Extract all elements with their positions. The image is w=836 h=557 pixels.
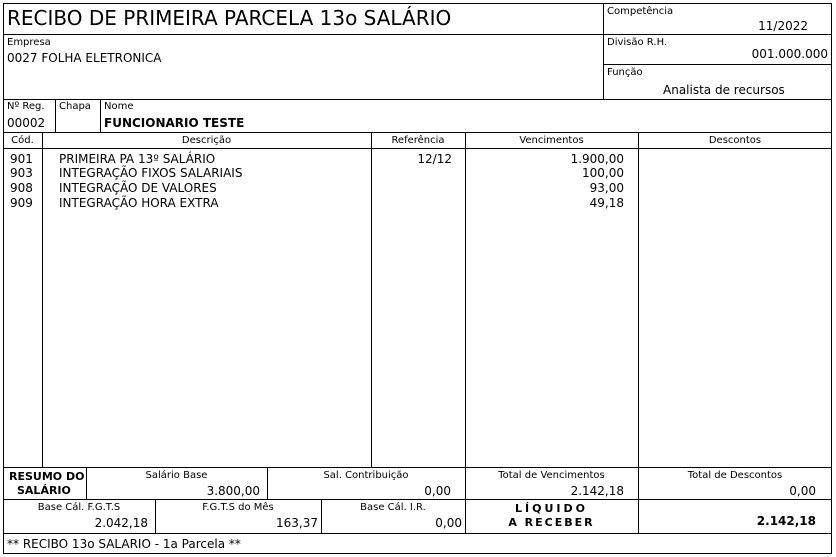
row-descricao: INTEGRAÇÃO FIXOS SALARIAIS — [59, 166, 243, 180]
empresa-label: Empresa — [7, 37, 51, 48]
liquido-label-line2: A RECEBER — [508, 516, 595, 529]
salario-base-label: Salário Base — [145, 470, 208, 481]
funcao-value: Analista de recursos — [663, 83, 785, 97]
liquido-value: 2.142,18 — [756, 514, 816, 528]
divisao-bottom-line — [603, 64, 832, 65]
chapa-divider — [100, 99, 101, 132]
liquido-label-line1: LÍQUIDO — [515, 502, 588, 515]
row-descricao: PRIMEIRA PA 13º SALÁRIO — [59, 152, 216, 166]
header-vencimentos: Vencimentos — [519, 135, 584, 146]
row-cod: 901 — [10, 152, 33, 166]
fgts-mes-value: 163,37 — [276, 516, 318, 530]
header-bottom-line — [3, 99, 832, 100]
funcao-label: Função — [607, 67, 643, 78]
page-title: RECIBO DE PRIMEIRA PARCELA 13o SALÁRIO — [7, 6, 452, 30]
salario-base-value: 3.800,00 — [206, 484, 260, 498]
nome-label: Nome — [104, 101, 134, 112]
header-cod: Cód. — [11, 135, 34, 146]
empresa-value: 0027 FOLHA ELETRONICA — [7, 51, 162, 65]
base-fgts-label: Base Cál. F.G.T.S — [37, 502, 121, 513]
row-descricao: INTEGRAÇÃO DE VALORES — [59, 181, 217, 195]
header-referencia: Referência — [391, 135, 445, 146]
fgts-mes-label: F.G.T.S do Mês — [202, 502, 274, 513]
row-cod: 909 — [10, 196, 33, 210]
summary-bottom-line — [3, 533, 832, 534]
divisao-value: 001.000.000 — [751, 47, 828, 61]
sal-contribuicao-value: 0,00 — [424, 484, 451, 498]
base-fgts-value: 2.042,18 — [94, 516, 148, 530]
competencia-label: Competência — [607, 6, 674, 17]
header-descricao: Descrição — [181, 135, 232, 146]
resumo-label-line1: RESUMO DO — [9, 470, 85, 483]
footer-note: ** RECIBO 13o SALARIO - 1a Parcela ** — [7, 537, 241, 551]
employee-bottom-line — [3, 132, 832, 133]
summary-mid-line — [3, 499, 832, 500]
header-divider — [603, 3, 604, 99]
total-descontos-value: 0,00 — [789, 484, 816, 498]
row-vencimentos: 49,18 — [589, 196, 624, 210]
row-vencimentos: 93,00 — [589, 181, 624, 195]
competencia-value: 11/2022 — [758, 19, 808, 33]
total-descontos-label: Total de Descontos — [687, 470, 783, 481]
nome-value: FUNCIONARIO TESTE — [104, 116, 245, 130]
title-bottom-line — [3, 34, 603, 35]
divisao-label: Divisão R.H. — [607, 37, 668, 48]
nreg-value: 00002 — [7, 116, 46, 130]
resumo-label-line2: SALÁRIO — [17, 484, 71, 497]
base-ir-label: Base Cál. I.R. — [360, 502, 426, 513]
total-vencimentos-label: Total de Vencimentos — [498, 470, 605, 481]
nreg-divider — [55, 99, 56, 132]
row-cod: 908 — [10, 181, 33, 195]
col-cod-divider — [42, 132, 43, 467]
base-ir-value: 0,00 — [435, 516, 462, 530]
col-ref-divider — [465, 132, 466, 467]
table-bottom-line — [3, 467, 832, 468]
row-vencimentos: 1.900,00 — [570, 152, 624, 166]
nreg-label: Nº Reg. — [7, 101, 45, 112]
header-descontos: Descontos — [708, 135, 762, 146]
row-referencia: 12/12 — [417, 152, 452, 166]
row-vencimentos: 100,00 — [582, 166, 624, 180]
table-header-bottom-line — [3, 148, 832, 149]
sal-contribuicao-label: Sal. Contribuição — [323, 470, 409, 481]
competencia-bottom-line — [603, 34, 832, 35]
col-venc-divider — [638, 132, 639, 467]
chapa-label: Chapa — [59, 101, 91, 112]
row-cod: 903 — [10, 166, 33, 180]
col-desc-divider — [371, 132, 372, 467]
row-descricao: INTEGRAÇÃO HORA EXTRA — [59, 196, 219, 210]
total-vencimentos-value: 2.142,18 — [570, 484, 624, 498]
